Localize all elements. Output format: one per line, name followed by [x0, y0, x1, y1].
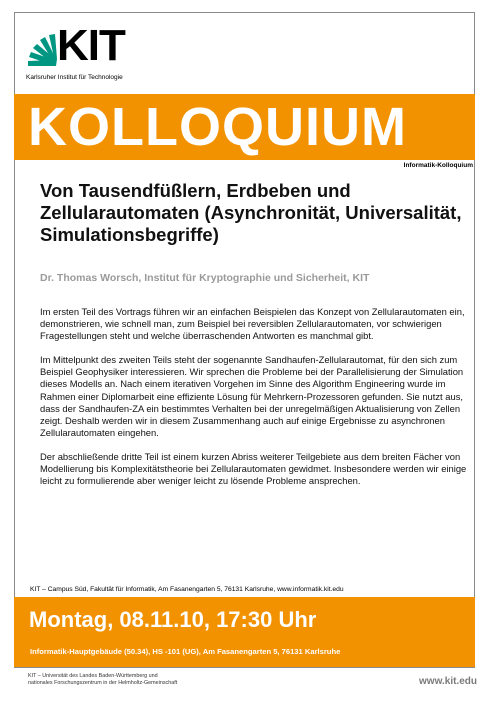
speaker: Dr. Thomas Worsch, Institut für Kryptographie und Sicherheit, KIT [40, 272, 370, 284]
abstract [40, 306, 470, 499]
footer-url: www.kit.edu [419, 676, 477, 687]
talk-title: Von Tausendfüßlern, Erdbeben und Zellularautomaten (Asynchronität, Universalität, Simulationsbegriffe) [40, 180, 462, 245]
footer-line-1: KIT – Universität des Landes Baden-Württemberg und [28, 673, 158, 679]
footer-institution [28, 673, 177, 686]
footer-line-2: nationales Forschungszentrum in der Helmholtz-Gemeinschaft [28, 679, 178, 686]
abstract-paragraph-1: Im ersten Teil des Vortrags führen wir an einfachen Beispielen das Konzept von Zellularautomaten ein, demonstrieren, wie schnell man, zum Beispiel bei reversiblen Zellularautomaten, vor schwierigen Fragestellungen steht und welche überraschenden Antworten es manchmal gibt. [40, 306, 465, 342]
series-tag: Informatik-Kolloquium [403, 162, 473, 169]
kit-logo-text: KIT [57, 21, 125, 70]
banner-title: KOLLOQUIUM [28, 97, 407, 157]
kit-logo-subtitle: Karlsruher Institut für Technologie [26, 74, 123, 81]
abstract-paragraph-2: Im Mittelpunkt des zweiten Teils steht der sogenannte Sandhaufen-Zellularautomat, für den sich zum Beispiel Geophysiker interessieren. Wir sprechen die Probleme bei der Parallelisierung der Simulation dieses Modells an. Nach einem iterativen Vorgehen im Sinne des Algorithm Engineering wurde im Rahmen einer Diplomarbeit eine effiziente Lösung für Mehrkern-Prozessoren gefunden. Sie nutzt aus, dass der Sandhaufen-ZA ein bestimmtes Verhalten bei der unregelmäßigen Aktualisierung von Zellen zeigt. Deshalb werden wir in diesem Zusammenhang auch auf einige Ergebnisse zu asynchronen Zellularautomaten eingehen. [40, 354, 464, 438]
kit-logo [26, 21, 146, 85]
abstract-paragraph-3: Der abschließende dritte Teil ist einem kurzen Abriss weiterer Teilgebiete aus dem breiten Fächer von Modellierung bis Komplexitätstheorie bei Zellularautomaten gewidmet. Insbesondere werden wir einige leicht zu formulierende aber weniger leicht zu lösende Probleme ansprechen. [40, 450, 467, 487]
venue-line: KIT – Campus Süd, Fakultät für Informatik, Am Fasanengarten 5, 76131 Karlsruhe, www.informatik.kit.edu [30, 586, 344, 593]
kit-fan-logo-icon [26, 30, 60, 68]
date-bar [14, 597, 475, 667]
event-date: Montag, 08.11.10, 17:30 Uhr [29, 607, 317, 632]
banner-underline [14, 158, 475, 160]
event-location: Informatik-Hauptgebäude (50.34), HS -101 (UG), Am Fasanengarten 5, 76131 Karlsruhe [30, 647, 341, 656]
kolloquium-banner [14, 94, 475, 160]
